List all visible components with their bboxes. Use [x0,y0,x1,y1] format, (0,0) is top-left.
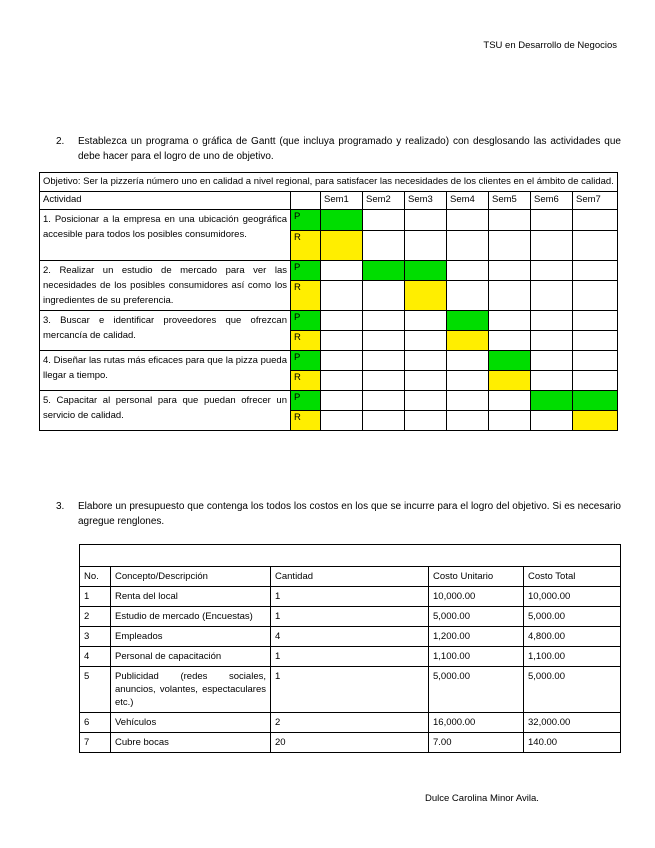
gantt-cell [573,351,618,371]
real-marker: R [291,231,321,261]
gantt-planned-row [40,391,618,411]
real-bar [489,371,531,391]
planned-bar [573,391,618,411]
real-marker: R [291,371,321,391]
gantt-cell [405,351,447,371]
gantt-week-header: Sem2 [363,192,405,210]
planned-bar [321,210,363,231]
question-3-number: 3. [56,501,65,512]
gantt-planned-row [40,351,618,371]
gantt-cell [321,281,363,311]
gantt-cell [531,281,573,311]
gantt-cell [447,231,489,261]
real-bar [573,411,618,431]
budget-cell: 5,000.00 [429,667,524,713]
budget-cell: 1,200.00 [429,627,524,647]
budget-row [80,667,621,713]
gantt-cell [531,331,573,351]
budget-cell: 1 [271,647,429,667]
budget-cell: 4,800.00 [524,627,621,647]
budget-cell: 5 [80,667,111,713]
gantt-cell [363,391,405,411]
budget-cell: 1 [271,667,429,713]
gantt-cell [363,231,405,261]
gantt-header-row [40,192,618,210]
budget-cell: 140.00 [524,733,621,753]
budget-row [80,733,621,753]
budget-cell: 5,000.00 [524,667,621,713]
budget-cell: Renta del local [111,587,271,607]
budget-column-header: Costo Total [524,567,621,587]
gantt-cell [447,411,489,431]
gantt-cell [531,261,573,281]
gantt-cell [447,351,489,371]
budget-row [80,607,621,627]
gantt-cell [447,371,489,391]
gantt-cell [489,231,531,261]
budget-header-row [80,567,621,587]
planned-bar [489,351,531,371]
gantt-cell [363,371,405,391]
question-3 [56,499,621,529]
gantt-cell [405,391,447,411]
budget-cell: 32,000.00 [524,713,621,733]
gantt-cell [405,311,447,331]
gantt-cell [573,261,618,281]
planned-marker: P [291,351,321,371]
gantt-cell [573,281,618,311]
planned-marker: P [291,311,321,331]
gantt-cell [573,231,618,261]
budget-cell: 1,100.00 [429,647,524,667]
gantt-cell [489,261,531,281]
budget-cell: 4 [80,647,111,667]
question-2 [56,134,621,164]
gantt-planned-row [40,311,618,331]
gantt-cell [489,391,531,411]
budget-cell: 10,000.00 [429,587,524,607]
planned-bar [363,261,405,281]
budget-cell: 2 [80,607,111,627]
gantt-cell [573,331,618,351]
author-signature: Dulce Carolina Minor Avila. [425,793,539,804]
gantt-cell [573,210,618,231]
real-marker: R [291,331,321,351]
budget-cell: 2 [271,713,429,733]
real-bar [405,281,447,311]
budget-cell: Cubre bocas [111,733,271,753]
gantt-cell [531,351,573,371]
gantt-week-header: Sem6 [531,192,573,210]
question-2-text: Establezca un programa o gráfica de Gantt (que incluya programado y realizado) con desglosando las actividades que debe hacer para el logro de uno de objetivo. [78,136,621,162]
gantt-cell [321,391,363,411]
gantt-planned-row [40,261,618,281]
gantt-cell [573,371,618,391]
gantt-cell [405,371,447,391]
gantt-cell [363,311,405,331]
gantt-cell [489,411,531,431]
gantt-cell [573,311,618,331]
document-header: TSU en Desarrollo de Negocios [483,40,617,51]
gantt-objective: Objetivo: Ser la pizzería número uno en calidad a nivel regional, para satisfacer las necesidades de los clientes en el ámbito de calidad. [40,173,618,192]
gantt-cell [489,281,531,311]
budget-cell: 1 [80,587,111,607]
budget-cell: Publicidad (redes sociales, anuncios, volantes, espectaculares etc.) [111,667,271,713]
real-bar [321,231,363,261]
gantt-objective-row [40,173,618,192]
budget-row [80,627,621,647]
budget-cell: 7 [80,733,111,753]
gantt-cell [447,210,489,231]
gantt-week-header: Sem4 [447,192,489,210]
budget-cell: 16,000.00 [429,713,524,733]
budget-cell: Personal de capacitación [111,647,271,667]
budget-cell: 4 [271,627,429,647]
budget-cell: Empleados [111,627,271,647]
budget-cell: Estudio de mercado (Encuestas) [111,607,271,627]
gantt-cell [447,281,489,311]
gantt-cell [363,411,405,431]
budget-row [80,713,621,733]
gantt-cell [489,331,531,351]
planned-bar [405,261,447,281]
gantt-cell [531,210,573,231]
gantt-activity-label: 2. Realizar un estudio de mercado para ver las necesidades de los posibles consumidores así como los ingredientes de su preferencia. [40,261,291,311]
gantt-activity-label: 5. Capacitar al personal para que puedan ofrecer un servicio de calidad. [40,391,291,431]
planned-bar [447,311,489,331]
budget-column-header: Concepto/Descripción [111,567,271,587]
budget-title-cell [80,545,621,567]
gantt-cell [531,231,573,261]
gantt-cell [531,411,573,431]
budget-column-header: Costo Unitario [429,567,524,587]
gantt-cell [363,281,405,311]
gantt-cell [321,261,363,281]
gantt-cell [447,391,489,411]
gantt-cell [363,331,405,351]
gantt-cell [489,311,531,331]
planned-marker: P [291,210,321,231]
budget-title-row [80,545,621,567]
question-3-text: Elabore un presupuesto que contenga los todos los costos en los que se incurre para el logro del objetivo. Si es necesario agregue renglones. [78,501,621,527]
planned-marker: P [291,391,321,411]
gantt-cell [531,311,573,331]
budget-row [80,647,621,667]
gantt-cell [405,231,447,261]
gantt-week-header: Sem5 [489,192,531,210]
gantt-week-header: Sem1 [321,192,363,210]
question-2-number: 2. [56,136,65,147]
gantt-cell [321,371,363,391]
budget-cell: Vehículos [111,713,271,733]
gantt-cell [489,210,531,231]
budget-cell: 1 [271,607,429,627]
gantt-cell [405,331,447,351]
gantt-cell [531,371,573,391]
gantt-cell [363,351,405,371]
budget-cell: 1,100.00 [524,647,621,667]
gantt-activity-label: 3. Buscar e identificar proveedores que ofrezcan mercancía de calidad. [40,311,291,351]
gantt-activity-header: Actividad [40,192,291,210]
planned-bar [531,391,573,411]
gantt-week-header: Sem3 [405,192,447,210]
budget-cell: 1 [271,587,429,607]
gantt-chart-table [39,172,618,431]
gantt-cell [321,311,363,331]
budget-cell: 6 [80,713,111,733]
planned-marker: P [291,261,321,281]
gantt-planned-row [40,210,618,231]
real-bar [447,331,489,351]
gantt-cell [405,210,447,231]
budget-cell: 3 [80,627,111,647]
gantt-activity-label: 1. Posicionar a la empresa en una ubicación geográfica accesible para todos los posibles consumidores. [40,210,291,261]
budget-cell: 5,000.00 [524,607,621,627]
budget-cell: 7.00 [429,733,524,753]
gantt-cell [447,261,489,281]
gantt-pr-header [291,192,321,210]
budget-cell: 5,000.00 [429,607,524,627]
gantt-cell [321,351,363,371]
real-marker: R [291,281,321,311]
gantt-cell [405,411,447,431]
budget-column-header: No. [80,567,111,587]
gantt-activity-label: 4. Diseñar las rutas más eficaces para que la pizza pueda llegar a tiempo. [40,351,291,391]
gantt-week-header: Sem7 [573,192,618,210]
real-marker: R [291,411,321,431]
gantt-cell [363,210,405,231]
budget-cell: 10,000.00 [524,587,621,607]
budget-column-header: Cantidad [271,567,429,587]
gantt-cell [321,331,363,351]
gantt-cell [321,411,363,431]
budget-table [79,544,621,753]
budget-cell: 20 [271,733,429,753]
budget-row [80,587,621,607]
